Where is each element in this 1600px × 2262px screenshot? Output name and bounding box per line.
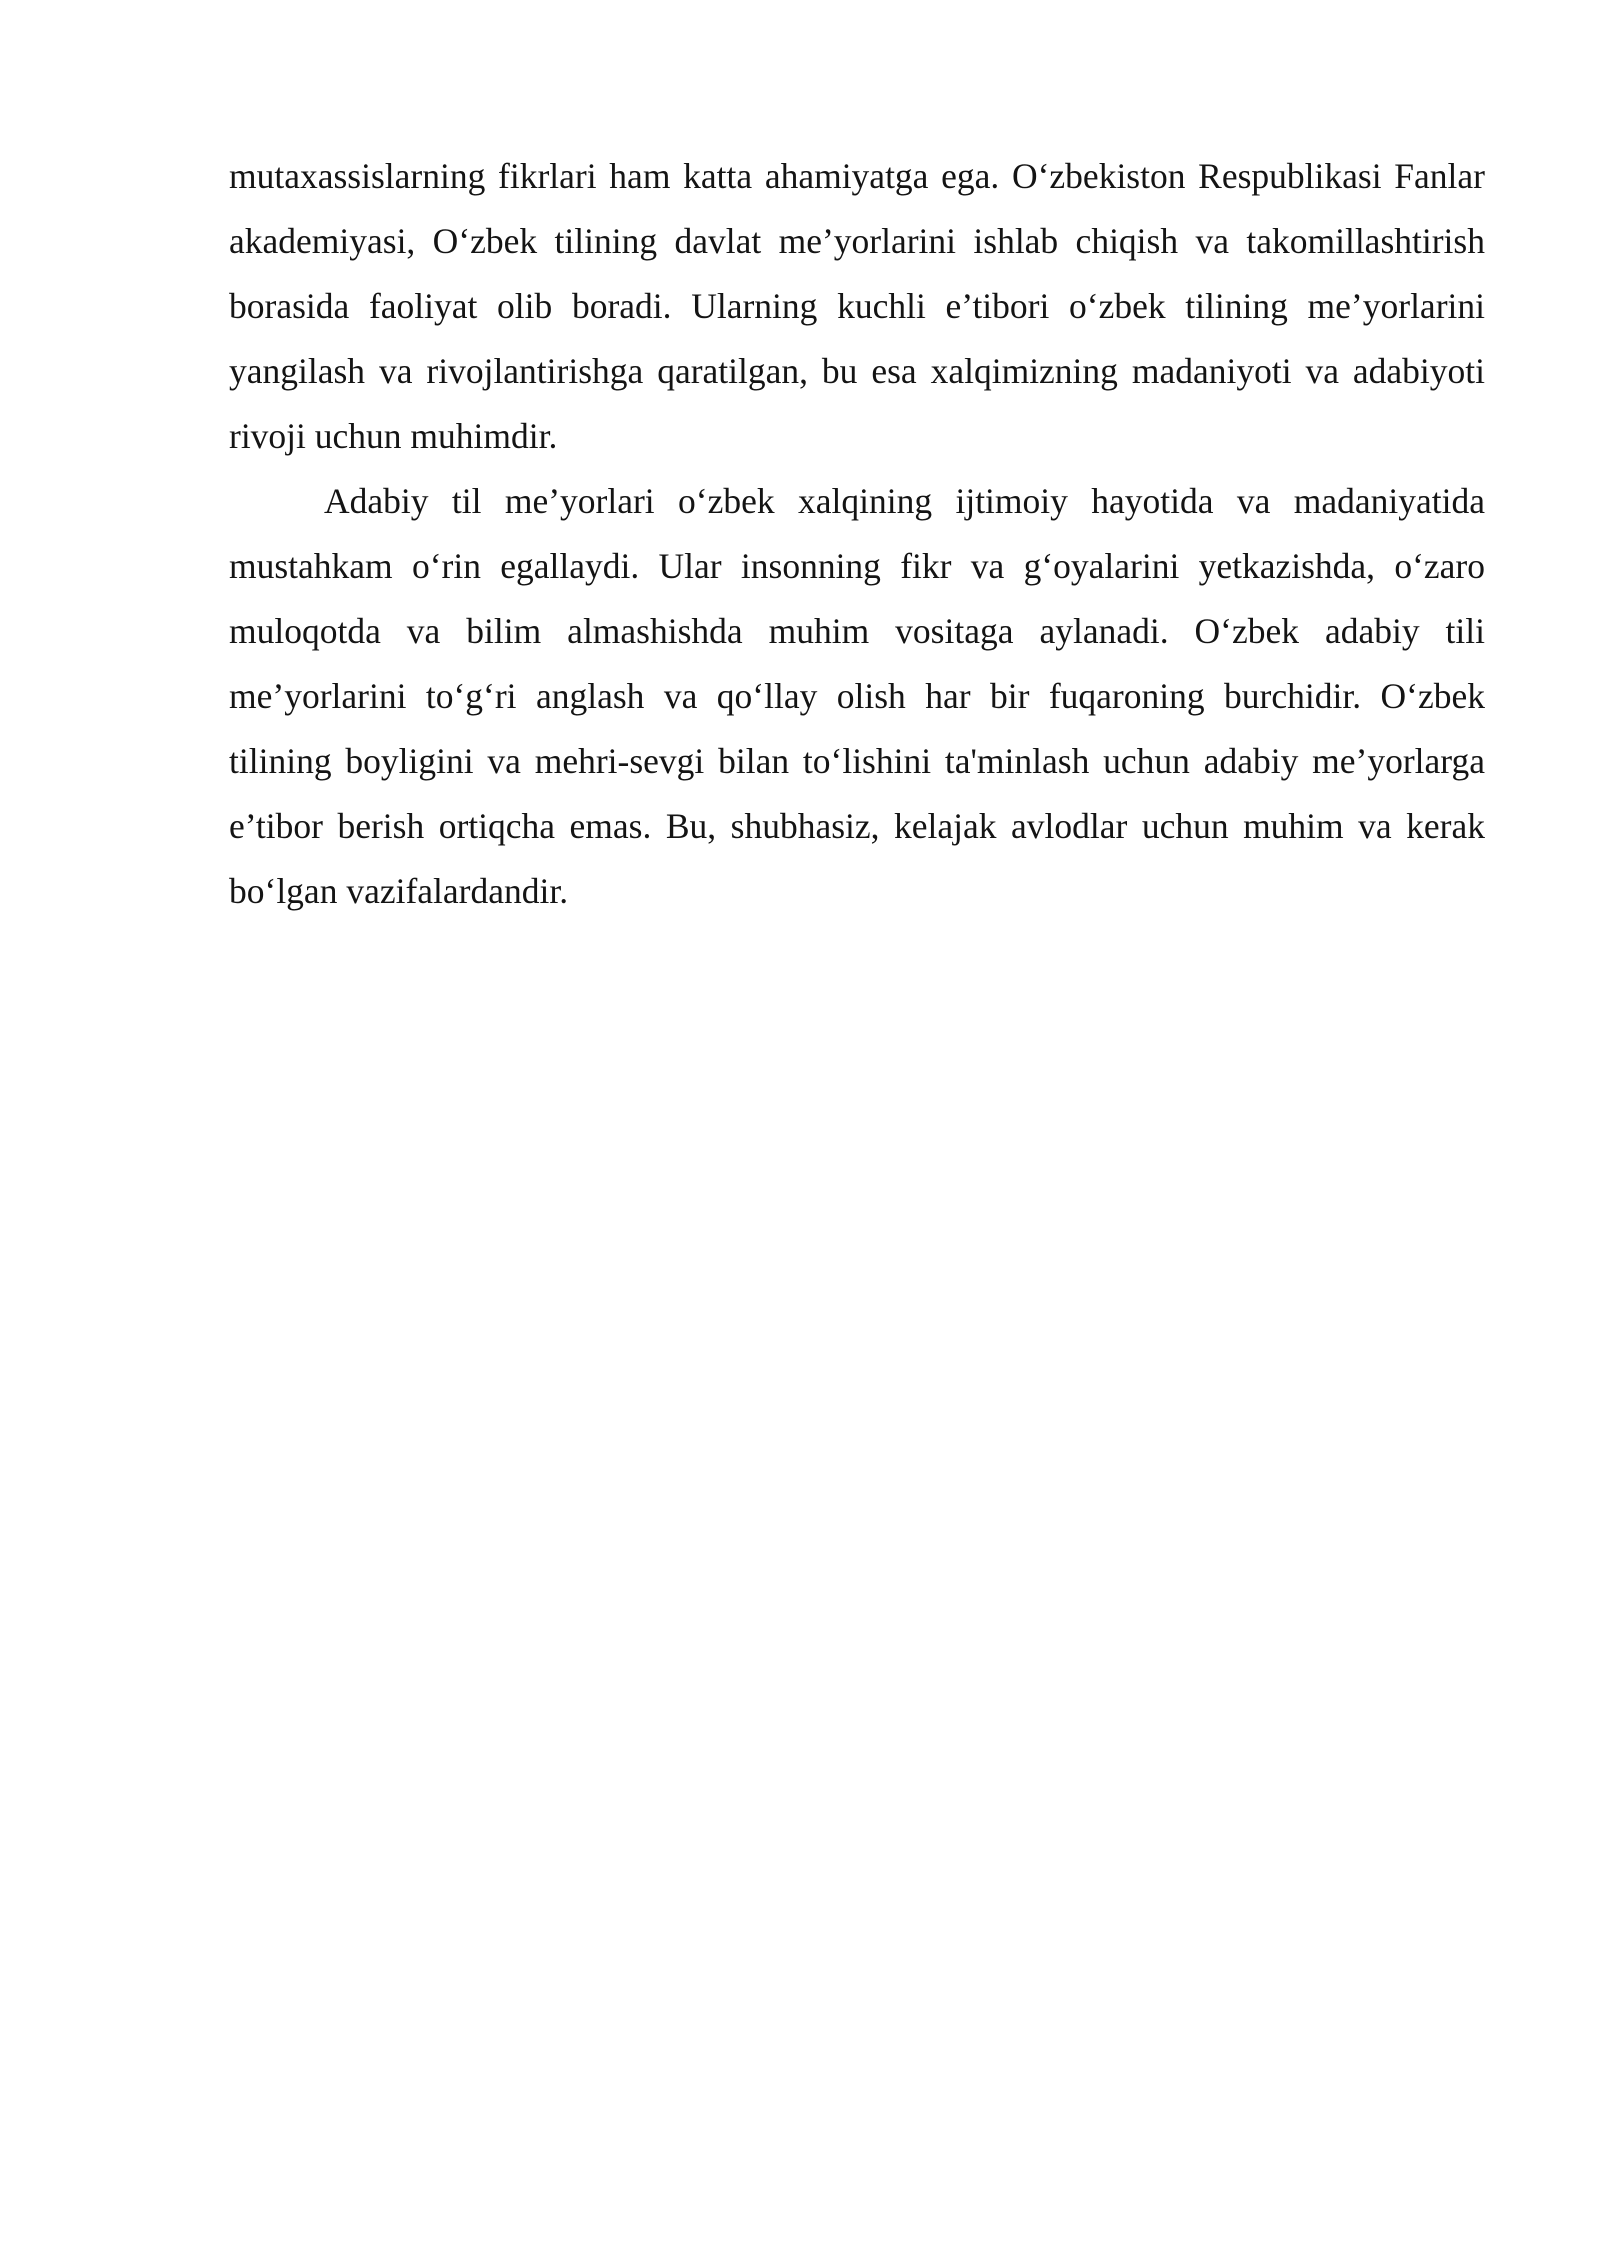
paragraph-continuation: mutaxassislarning fikrlari ham katta ahamiyatga ega. O‘zbekiston Respublikasi Fanlar akademiyasi, O‘zbek tilining davlat me’yorlarini ishlab chiqish va takomillashtirish borasida faoliyat olib boradi. Ularning kuchli e’tibori o‘zbek tilining me’yorlarini yangilash va rivojlantirishga qaratilgan, bu esa xalqimizning madaniyoti va adabiyoti rivoji uchun muhimdir. — [229, 156, 1485, 456]
paragraph: Adabiy til me’yorlari o‘zbek xalqining ijtimoiy hayotida va madaniyatida mustahkam o‘rin egallaydi. Ular insonning fikr va g‘oyalarini yetkazishda, o‘zaro muloqotda va bilim almashishda muhim vositaga aylanadi. O‘zbek adabiy tili me’yorlarini to‘g‘ri anglash va qo‘llay olish har bir fuqaroning burchidir. O‘zbek tilining boyligini va mehri-sevgi bilan to‘lishini ta'minlash uchun adabiy me’yorlarga e’tibor berish ortiqcha emas. Bu, shubhasiz, kelajak avlodlar uchun muhim va kerak bo‘lgan vazifalardandir. — [229, 481, 1485, 911]
body-text — [229, 144, 1485, 924]
